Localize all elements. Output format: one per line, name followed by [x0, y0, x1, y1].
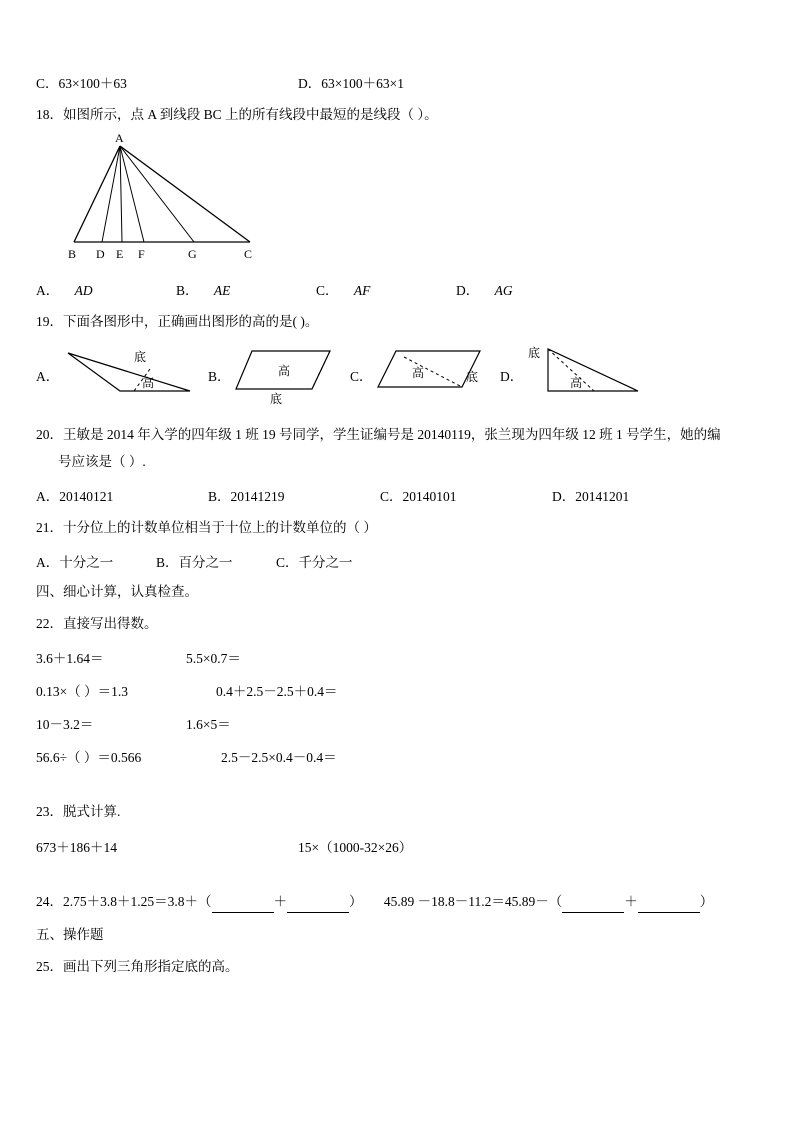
q18-option-b-value: AE	[213, 282, 231, 298]
q25-stem	[36, 957, 726, 978]
q21-stem	[36, 518, 726, 539]
q19-c-label-2: 底	[466, 369, 479, 384]
q24-second-prefix: 45.89 －18.8－11.2＝45.89－（	[383, 894, 563, 910]
q19-d-label-2: 高	[570, 375, 583, 390]
q23-right-expression: 15×（1000-32×26）	[298, 840, 413, 856]
q20-option-b: B．20141219	[208, 488, 285, 504]
q18-label-D: D	[96, 246, 105, 261]
q18-label-G: G	[188, 246, 197, 261]
q19-choice-a-key: A．	[36, 368, 60, 384]
q19-figures	[36, 339, 726, 412]
q21-option-c: C．千分之一	[276, 554, 353, 570]
q18-label-C: C	[244, 246, 253, 261]
q17-options-row	[36, 72, 726, 92]
q19-stem	[36, 312, 726, 333]
q18-stem	[36, 105, 726, 126]
q19-choice-d-key: D．	[500, 368, 524, 384]
q18-option-d	[456, 279, 596, 299]
page-content	[36, 72, 726, 978]
q24-blank-4[interactable]	[638, 899, 700, 913]
q18-option-a-value: AD	[74, 282, 93, 298]
q19-d-svg	[526, 339, 646, 401]
q18-label-E: E	[116, 246, 124, 261]
q18-figure	[58, 134, 726, 269]
q20-option-c: C．20140101	[380, 488, 457, 504]
q19-c-label-1: 高	[412, 365, 425, 380]
q19-stem-text: 19．下面各图形中，正确画出图形的高的是( )。	[36, 313, 319, 329]
q22-line-3	[36, 713, 726, 733]
q22-line3-right: 1.6×5＝	[186, 717, 231, 733]
q19-a-label-2: 高	[142, 375, 155, 390]
q18-option-d-key: D．	[456, 282, 480, 298]
q22-line-4	[36, 746, 726, 766]
q22-line4-left: 56.6÷（ ）＝0.566	[36, 750, 142, 766]
q18-options	[36, 279, 726, 299]
q22-line2-left: 0.13×（ ）＝1.3	[36, 684, 128, 700]
q24-prefix: 24．2.75＋3.8＋1.25＝3.8＋（	[36, 894, 212, 910]
section-4-title	[36, 582, 726, 603]
q25-text: 25．画出下列三角形指定底的高。	[36, 959, 239, 975]
q18-option-b	[176, 279, 316, 299]
q21-option-a: A．十分之一	[36, 554, 114, 570]
q19-d-label-1: 底	[528, 345, 541, 360]
q21-option-b: B．百分之一	[156, 554, 233, 570]
q18-label-A: A	[115, 133, 124, 145]
q19-choice-c-key: C．	[350, 368, 373, 384]
q24-blank-3[interactable]	[562, 899, 624, 913]
q24-after: ）	[349, 894, 363, 910]
q22-line3-left: 10－3.2＝	[36, 717, 94, 733]
q20-option-d: D．20141201	[552, 488, 630, 504]
q20-option-a: A．20140121	[36, 488, 114, 504]
q19-choice-a-figure	[62, 339, 202, 406]
q21-text: 21．十分位上的计数单位相当于十位上的计数单位的（ ）	[36, 519, 377, 535]
q22-line-1	[36, 647, 726, 667]
q22-title	[36, 614, 726, 635]
q19-choice-c-figure	[376, 339, 494, 406]
section-5-title	[36, 925, 726, 946]
q24-second-mid: ＋	[624, 894, 638, 910]
q20-stem-line2	[58, 452, 726, 473]
q18-triangle-svg	[58, 134, 288, 264]
q23-title	[36, 802, 726, 823]
q23-expressions	[36, 836, 726, 856]
q17-option-d: D．63×100＋63×1	[298, 76, 404, 91]
q18-option-a-key: A．	[36, 282, 60, 298]
q17-option-c: C．63×100＋63	[36, 76, 127, 91]
q20-stem-line1	[36, 425, 726, 446]
q19-choice-b-key: B．	[208, 368, 231, 384]
q22-line-2	[36, 680, 726, 700]
q19-choice-b-figure	[234, 339, 344, 412]
q24-mid: ＋	[273, 894, 287, 910]
q18-label-B: B	[68, 246, 77, 261]
q18-option-c	[316, 279, 456, 299]
q22-line2-right: 0.4＋2.5－2.5＋0.4＝	[216, 684, 338, 700]
q20-text-2: 号应该是（ ）.	[58, 453, 146, 469]
q22-line4-right: 2.5－2.5×0.4－0.4＝	[221, 750, 337, 766]
q18-option-c-value: AF	[353, 282, 371, 298]
q24-second-after: ）	[699, 894, 714, 910]
q23-title-text: 23．脱式计算.	[36, 804, 121, 820]
q22-line1-right: 5.5×0.7＝	[186, 651, 241, 667]
q24-blank-2[interactable]	[287, 899, 349, 913]
q24-line	[36, 892, 726, 913]
q22-title-text: 22．直接写出得数。	[36, 615, 158, 631]
q18-stem-text: 18．如图所示，点 A 到线段 BC 上的所有线段中最短的是线段（ ）。	[36, 107, 438, 122]
q19-b-label-2: 底	[270, 391, 283, 406]
q22-line1-left: 3.6＋1.64＝	[36, 651, 104, 667]
q23-left-expression: 673＋186＋14	[36, 840, 117, 856]
q20-options	[36, 485, 726, 505]
q18-option-a	[36, 279, 176, 299]
q21-options	[36, 551, 726, 571]
q19-a-label-1: 底	[134, 349, 147, 364]
q18-option-b-key: B．	[176, 282, 199, 298]
section-5-title-text: 五、操作题	[36, 927, 104, 943]
section-4-title-text: 四、细心计算，认真检查。	[36, 583, 198, 599]
q19-choice-d-figure	[526, 339, 646, 406]
q18-option-d-value: AG	[494, 282, 513, 298]
q18-label-F: F	[138, 246, 145, 261]
q19-b-label-1: 高	[278, 363, 291, 378]
q18-option-c-key: C．	[316, 282, 339, 298]
q20-text-1: 20．王敏是 2014 年入学的四年级 1 班 19 号同学，学生证编号是 20140119，张兰现为四年级 12 班 1 号学生，她的编	[36, 426, 721, 442]
q24-blank-1[interactable]	[212, 899, 274, 913]
q19-b-svg	[234, 339, 344, 407]
q19-a-svg	[62, 339, 202, 401]
q19-c-svg	[376, 339, 494, 401]
